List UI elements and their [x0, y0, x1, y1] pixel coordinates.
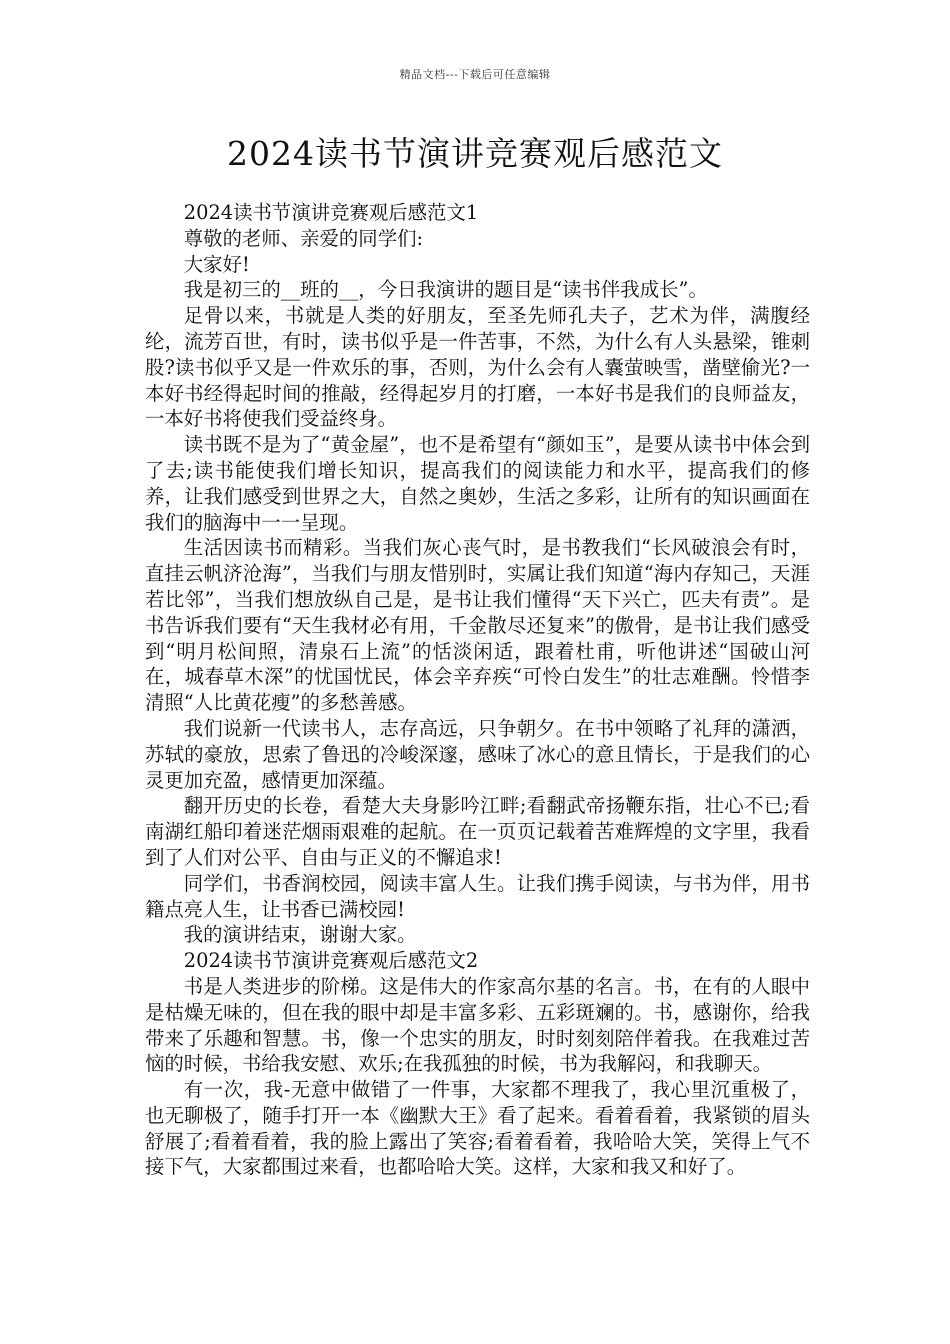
paragraph-section-heading-2: 2024读书节演讲竞赛观后感范文2 — [183, 949, 479, 973]
paragraph-body: 足骨以来，书就是人类的好朋友，至圣先师孔夫子，艺术为伴，满腹经纶，流芳百世，有时，读书似乎是一件苦事，不然，为什么有人头悬梁，锥刺股?读书似乎又是一件欢乐的事，否则，为什么会有人囊萤映雪，凿壁偷光?一本好书经得起时间的推敲，经得起岁月的打磨，一本好书是我们的良师益友，一本好书将使我们受益终身。 — [145, 304, 810, 431]
paragraph-body: 读书既不是为了“黄金屋”，也不是希望有“颜如玉”，是要从读书中体会到了去;读书能使我们增长知识，提高我们的阅读能力和水平，提高我们的修养，让我们感受到世界之大，自然之奥妙，生活之多彩，让所有的知识画面在我们的脑海中一一呈现。 — [145, 433, 810, 534]
paragraph-body: 我们说新一代读书人，志存高远，只争朝夕。在书中领略了礼拜的潇洒，苏轼的豪放，思索了鲁迅的冷峻深邃，感味了冰心的意且情长，于是我们的心灵更加充盈，感情更加深蕴。 — [145, 716, 810, 792]
paragraph-closing: 我的演讲结束，谢谢大家。 — [183, 923, 417, 947]
paragraph-body: 翻开历史的长卷，看楚大夫身影吟江畔;看翻武帝扬鞭东指，壮心不已;看南湖红船印着迷茫烟雨艰难的起航。在一页页记载着苦难辉煌的文字里，我看到了人们对公平、自由与正义的不懈追求! — [145, 794, 810, 869]
page-header-note: 精品文档---下载后可任意编辑 — [399, 68, 551, 81]
paragraph-body: 同学们，书香润校园，阅读丰富人生。让我们携手阅读，与书为伴，用书籍点亮人生，让书香已满校园! — [145, 871, 810, 921]
paragraph-section-heading-1: 2024读书节演讲竞赛观后感范文1 — [183, 201, 479, 224]
paragraph-body: 生活因读书而精彩。当我们灰心丧气时，是书教我们“长风破浪会有时，直挂云帆济沧海”，当我们与朋友惜别时，实属让我们知道“海内存知己，天涯若比邻”，当我们想放纵自己是，是书让我们懂得“天下兴亡，匹夫有责”。是书告诉我们要有“天生我材必有用，千金散尽还复来”的傲骨，是书让我们感受到“明月松间照，清泉石上流”的恬淡闲适，跟着杜甫，听他讲述“国破山河在，城春草木深”的忧国忧民，体会辛弃疾“可怜白发生”的壮志难酬。怜惜李清照“人比黄花瘦”的多愁善感。 — [145, 536, 810, 715]
paragraph-introduction: 我是初三的__班的__，今日我演讲的题目是“读书伴我成长”。 — [183, 278, 708, 302]
paragraph-salutation: 尊敬的老师、亲爱的同学们: — [183, 226, 424, 250]
paragraph-body: 有一次，我-无意中做错了一件事，大家都不理我了，我心里沉重极了，也无聊极了，随手打开一本《幽默大王》看了起来。看着看着，我紧锁的眉头舒展了;看着看着，我的脸上露出了笑容;看着看着，我哈哈大笑，笑得上气不接下气，大家都围过来看，也都哈哈大笑。这样，大家和我又和好了。 — [145, 1078, 810, 1179]
paragraph-body: 书是人类进步的阶梯。这是伟大的作家高尔基的名言。书，在有的人眼中是枯燥无味的，但在我的眼中却是丰富多彩、五彩斑斓的。书，感谢你，给我带来了乐趣和智慧。书，像一个忠实的朋友，时时刻刻陪伴着我。在我难过苦恼的时候，书给我安慰、欢乐;在我孤独的时候，书为我解闷，和我聊天。 — [145, 974, 810, 1076]
document-body — [145, 200, 810, 1180]
document-title: 2024读书节演讲竞赛观后感范文 — [227, 134, 723, 173]
paragraph-greeting: 大家好! — [183, 252, 250, 276]
